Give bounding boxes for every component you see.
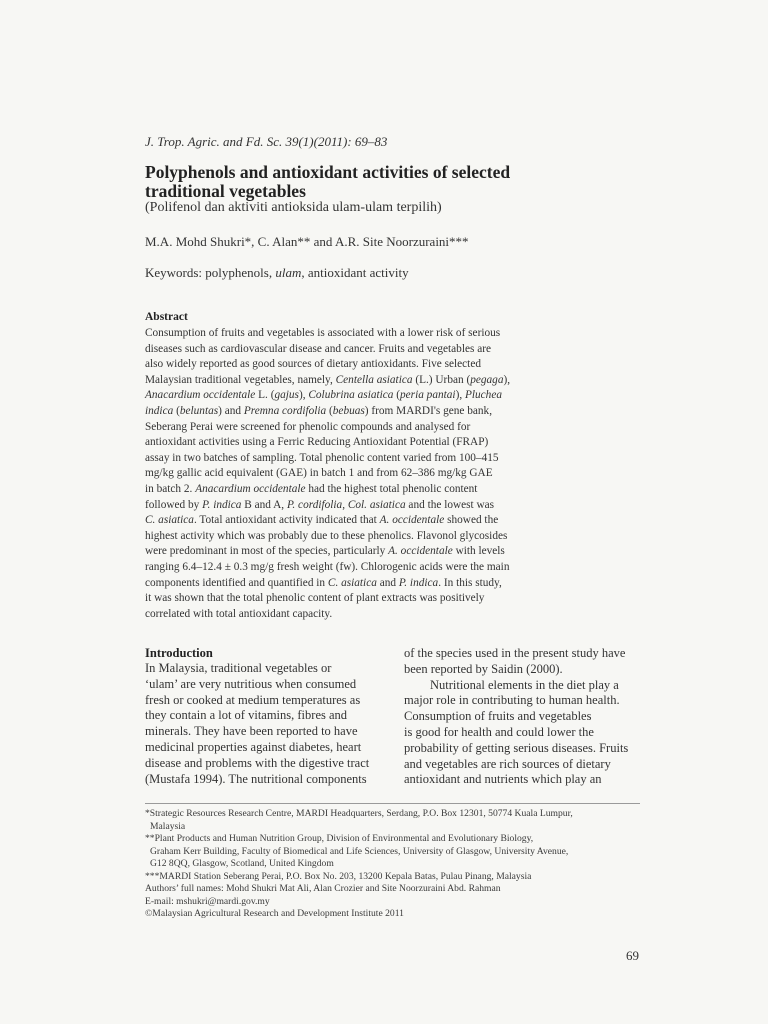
footnote-line: Malaysia xyxy=(150,820,186,832)
body-line: probability of getting serious diseases. Fruits xyxy=(404,740,629,755)
abstract-line xyxy=(145,388,645,404)
body-line: and vegetables are rich sources of dietary xyxy=(404,756,611,771)
abstract-line: diseases such as cardiovascular disease and cancer. Fruits and vegetables are xyxy=(145,342,491,355)
abstract-line xyxy=(145,404,645,420)
text-run: ( xyxy=(393,389,401,402)
paper-title xyxy=(145,163,645,201)
author-list: M.A. Mohd Shukri*, C. Alan** and A.R. Site Noorzuraini*** xyxy=(145,234,469,249)
text-run: in batch 2. xyxy=(145,482,196,495)
body-line: minerals. They have been reported to have xyxy=(145,724,358,739)
species-name: C. asiatica xyxy=(145,514,194,527)
body-line: is good for health and could lower the xyxy=(404,724,594,739)
text-run: ( xyxy=(173,404,180,417)
footnote-line: *Strategic Resources Research Centre, MARDI Headquarters, Serdang, P.O. Box 12301, 50774 Kuala Lumpur, xyxy=(145,808,573,819)
title-line-2: traditional vegetables xyxy=(145,181,306,201)
text-run: ), xyxy=(455,389,465,402)
footnotes xyxy=(145,808,645,921)
footnote-line: E-mail: mshukri@mardi.gov.my xyxy=(145,895,270,907)
footnote-line: G12 8QQ, Glasgow, Scotland, United Kingdom xyxy=(150,858,334,869)
text-run: ) from MARDI's gene bank, xyxy=(364,404,493,417)
species-name: P. cordifolia xyxy=(286,498,343,511)
page-number: 69 xyxy=(626,948,639,963)
body-line: fresh or cooked at medium temperatures as xyxy=(145,692,361,707)
text-run: B and A, xyxy=(241,498,287,511)
local-name: bebuas xyxy=(332,404,365,417)
body-line: ‘ulam’ are very nutritious when consumed xyxy=(145,676,357,691)
introduction-right-column xyxy=(404,646,644,788)
body-line: disease and problems with the digestive tract xyxy=(145,755,370,770)
text-run: ), xyxy=(298,389,309,402)
abstract-line: Consumption of fruits and vegetables is associated with a lower risk of serious xyxy=(145,327,501,339)
text-run: had the highest total phenolic content xyxy=(305,482,478,495)
body-line: Nutritional elements in the diet play a xyxy=(430,677,619,692)
abstract-line: antioxidant activities using a Ferric Reducing Antioxidant Potential (FRAP) xyxy=(145,436,489,449)
body-line: major role in contributing to human health. xyxy=(404,693,620,708)
species-name: Pluchea xyxy=(464,389,502,402)
abstract-line: mg/kg gallic acid equivalent (GAE) in batch 1 and from 62–386 mg/kg GAE xyxy=(145,467,493,480)
text-run: . Total antioxidant activity indicated that xyxy=(193,514,380,527)
text-run: L. ( xyxy=(255,389,275,402)
body-line: (Mustafa 1994). The nutritional components xyxy=(145,771,367,786)
abstract-line: it was shown that the total phenolic content of plant extracts was positively xyxy=(145,592,485,605)
abstract-line: assay in two batches of sampling. Total phenolic content varied from 100–415 xyxy=(145,451,499,464)
species-name: Centella asiatica xyxy=(335,373,413,386)
species-name: P. indica xyxy=(202,498,242,511)
species-name: indica xyxy=(145,404,174,417)
text-run: components identified and quantified in xyxy=(145,576,328,589)
text-run: and the lowest was xyxy=(405,498,495,511)
species-name: A. occidentale xyxy=(388,545,453,558)
species-name: P. indica xyxy=(398,576,439,589)
local-name: beluntas xyxy=(179,404,219,417)
footnote-line: Authors’ full names: Mohd Shukri Mat Ali, Alan Crozier and Site Noorzuraini Abd. Rahman xyxy=(145,883,501,894)
abstract-heading: Abstract xyxy=(145,311,188,323)
keywords xyxy=(145,265,409,281)
text-run: . In this study, xyxy=(438,576,502,589)
abstract-line: ranging 6.4–12.4 ± 0.3 mg/g fresh weight (fw). Chlorogenic acids were the main xyxy=(145,560,510,573)
abstract-line xyxy=(145,576,645,592)
body-line: antioxidant and nutrients which play an xyxy=(404,772,602,787)
local-name: peria pantai xyxy=(400,389,456,402)
text-run: were predominant in most of the species, particularly xyxy=(145,545,389,558)
text-run: , xyxy=(342,498,348,511)
text-run: with levels xyxy=(452,545,505,558)
body-line: they contain a lot of vitamins, fibres and xyxy=(145,708,348,723)
species-name: A. occidentale xyxy=(379,514,445,527)
body-line: of the species used in the present study have xyxy=(404,646,626,660)
footnote-line: ***MARDI Station Seberang Perai, P.O. Box No. 203, 13200 Kepala Batas, Pulau Pinang, Malaysia xyxy=(145,870,532,882)
species-name: Colubrina asiatica xyxy=(308,389,394,402)
footnote-line: **Plant Products and Human Nutrition Group, Division of Environmental and Evolutionary Biology, xyxy=(145,833,534,844)
introduction-left-column xyxy=(145,661,385,787)
abstract-body xyxy=(145,326,645,622)
species-name: Anacardium occidentale xyxy=(145,389,256,402)
title-line-1: Polyphenols and antioxidant activities of selected xyxy=(145,162,511,182)
keywords-rest: , antioxidant activity xyxy=(301,265,409,280)
abstract-line: correlated with total antioxidant capacity. xyxy=(145,607,333,620)
abstract-line: also widely reported as good sources of dietary antioxidants. Five selected xyxy=(145,358,481,371)
body-line: medicinal properties against diabetes, heart xyxy=(145,739,362,754)
keyword-ulam: ulam xyxy=(275,265,302,280)
species-name: C. asiatica xyxy=(327,576,377,589)
abstract-line xyxy=(145,482,645,498)
abstract-line xyxy=(145,544,645,560)
text-run: followed by xyxy=(145,498,203,511)
text-run: ) and xyxy=(218,404,244,417)
footnote-line: ©Malaysian Agricultural Research and Development Institute 2011 xyxy=(145,908,404,919)
local-name: pegaga xyxy=(470,373,504,386)
body-line: In Malaysia, traditional vegetables or xyxy=(145,661,332,675)
paper-subtitle: (Polifenol dan aktiviti antioksida ulam-ulam terpilih) xyxy=(145,200,442,215)
abstract-line: highest activity which was probably due to these phenolics. Flavonol glycosides xyxy=(145,529,508,542)
abstract-line: Seberang Perai were screened for phenolic compounds and analysed for xyxy=(145,420,471,433)
text-run: showed the xyxy=(444,514,499,527)
introduction-heading: Introduction xyxy=(145,646,213,660)
abstract-line xyxy=(145,498,645,514)
text-run: Malaysian traditional vegetables, namely, xyxy=(145,373,336,386)
text-run: (L.) Urban ( xyxy=(412,373,471,386)
text-run: ( xyxy=(326,404,333,417)
species-name: Anacardium occidentale xyxy=(195,482,306,495)
abstract-line xyxy=(145,513,645,529)
abstract-line xyxy=(145,373,645,389)
keywords-label: Keywords: polyphenols, xyxy=(145,265,276,280)
journal-citation: J. Trop. Agric. and Fd. Sc. 39(1)(2011): 69–83 xyxy=(145,134,388,149)
body-line: Consumption of fruits and vegetables xyxy=(404,709,592,724)
text-run: and xyxy=(376,576,399,589)
local-name: gajus xyxy=(274,389,299,402)
species-name: Col. asiatica xyxy=(347,498,406,511)
text-run: ), xyxy=(503,373,511,386)
body-line: been reported by Saidin (2000). xyxy=(404,661,563,676)
species-name: Premna cordifolia xyxy=(243,404,327,417)
footnote-divider xyxy=(145,803,640,804)
footnote-line: Graham Kerr Building, Faculty of Biomedical and Life Sciences, University of Glasgow, University Avenue, xyxy=(150,845,569,857)
